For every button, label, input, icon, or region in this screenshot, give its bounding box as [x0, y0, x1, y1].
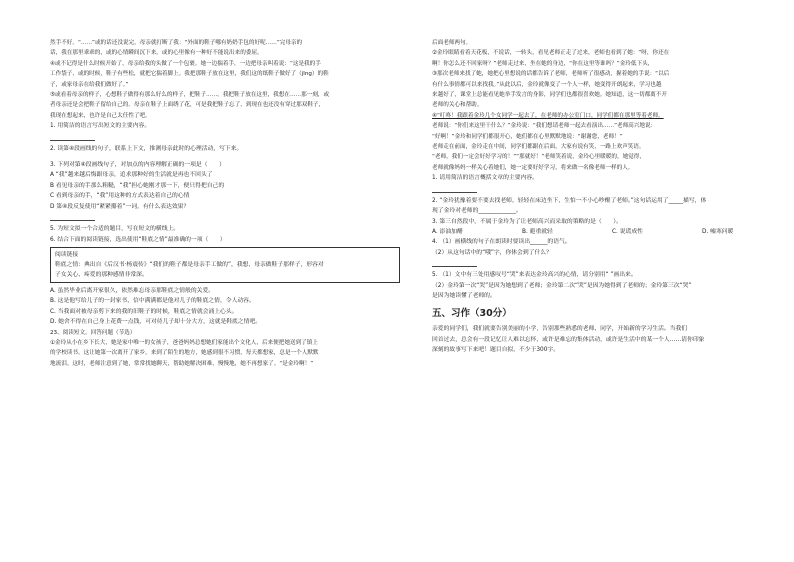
- right-column: [432, 38, 792, 356]
- passage-line: “好啊！”金玲和同学们都很开心，她们都在心里默默地说：“谢谢您，老师！”: [432, 133, 623, 140]
- passage-line: 啊！你怎么还不回家呀？”老师走过来，坐在她的身边，“你在这里等谁吗？”金玲低下头，: [432, 60, 654, 67]
- passage-line: ④或不记得是什么时候开始了，母亲给我的头做了一个包裹。她一边揣着手，一边把母亲叫着说：“这是我的手: [50, 60, 321, 67]
- passage-line: 者母亲还是会把鞋子留给自己的。母亲在鞋子上面绣了花，可是我把鞋子忘了，到现在也还没有穿过那双鞋子，: [50, 102, 325, 109]
- passage-line: ②金玲眼睛看着天花板，不说话，一转头，看见老师正走了过来，老师也看到了她：“呀，你还在: [432, 50, 670, 57]
- question-3-option[interactable]: A “我”越来越后悔跟母亲，追求那种好的生活就是再也不回头了: [50, 172, 213, 179]
- option-a[interactable]: A. 添油加醋: [432, 228, 463, 235]
- question-3-option[interactable]: B 看见母亲的手那么粗糙，“我”担心她刚才那一下，便只得把自己的: [50, 182, 225, 189]
- passage-line: ③那次老师来找了她，她把心里想说的话都告诉了老师，老师听了很感动，握着她的手说：“以后: [432, 71, 670, 78]
- passage-line-underlined: ④“叮咚！我跟着金玲几个女同学一起去了，在老师的办公室门口，同学们都在那里等着老师。: [432, 112, 664, 119]
- passage-line: ⑤或看着母亲的样子，心想鞋子做得有那么好么的样子，把鞋子……。我把鞋子放在这里，我想在……那一刻，或: [50, 92, 330, 99]
- passage-line: 老师就像妈妈一样关心着她们，她一定要好好学习，将来做一名像老师一样的人。: [432, 164, 634, 171]
- passage-line: 老师走在前面，金玲走在中间，同学们都跟在后面，大家有说有笑，一路上欢声笑语。: [432, 144, 645, 151]
- question-1: 1. 用简洁的语言写出短文的主要内容。: [50, 123, 151, 130]
- passage-line: 老师的关心和帮助。: [432, 102, 483, 109]
- question-4-part2: （2）从这句话中的“哦”字，你体会到了什么？: [432, 249, 552, 256]
- passage-line: 来越好了，课堂上总能看见她举手发言的身影，同学们也都很喜欢她。她知道，这一切都离不开: [432, 92, 667, 99]
- question-2-cont: 现了金玲对老师的_____________。: [432, 208, 522, 215]
- essay-prompt-line: 回首过去，总会有一段记忆让人难以忘怀，或许是难忘的集体活动，或许是生活中的某一个人……请你印象: [432, 336, 705, 343]
- question-1: 1. 请用简洁的语言概括文章的主要内容。: [432, 175, 538, 182]
- question-3: 3. 下列对第④段画线句子，对加点的内容理解正确的一项是（ ）: [50, 162, 225, 169]
- passage-line: 子，或家母亲在给我们做好了。”: [50, 81, 129, 88]
- option-c[interactable]: C. 说谎成性: [612, 228, 643, 235]
- passage-line: 工作袋子，或的时候，鞋子有些松，就把它揣着脚上。我把那鞋子放在这里，我们这的纸鞋子做好了（jīng）的鞋: [50, 71, 329, 78]
- passage-line: 然手不好。“……”或的话还没说完，母亲就打断了我：“外面的鞋子哪有奶奶手包的好呢……”完母亲的: [50, 40, 303, 46]
- passage-line: 地流泪。这时，老师注意到了她，常常找她聊天，帮助她解决困难，慢慢地，她不再想家了。“是金玲啊！”: [50, 360, 314, 367]
- question-5: 5. （1）文中有三处用感叹号“哭”来表达金玲高兴的心情，请分别用“ ”画出来。: [432, 272, 637, 279]
- passage-line: “老师，我们一定会好好学习的！”“那就好！”老师笑着说，金玲心里暖暖的，她觉得，: [432, 154, 645, 161]
- passage-line: 老师说：“你们来这里干什么？”金玲说：“我们想请老师一起去看演出……”老师高兴地说：: [432, 123, 657, 130]
- answer-line[interactable]: [432, 186, 477, 193]
- question-3: 3. 第三自然段中，不属于金玲为了让老师高兴而采取的策略的是（ ）。: [432, 218, 622, 225]
- question-6-option[interactable]: B. 这是他写给儿子的一封家书，信中满满都是他对儿子的鞋底之情，令人动容。: [50, 298, 255, 305]
- question-5-part2: （2）金玲第一次“哭”是因为她想到了老师；金玲第二次“哭”是因为她得到了老师的；金玲第三次“哭”: [432, 282, 692, 289]
- question-2: 2. 读第④段画线的句子，联系上下文，推测母亲此时的心理活动，写下来。: [50, 145, 243, 152]
- box-line: 鞋底之情：典出自《后汉书·杨震传》“我们的鞋子都是母亲手工做的”，我想，母亲做鞋子那样子，形容对: [55, 261, 324, 268]
- essay-prompt-line: 深刻的故事写下来吧！题目自拟，不少于300字。: [432, 347, 560, 354]
- option-b[interactable]: B. 避重就轻: [522, 228, 553, 235]
- passage-line: 的学校读书。这让她第一次离开了家乡，来到了陌生的地方，她感到很不习惯，每天都想家，总是一个人默默: [50, 350, 319, 357]
- passage-line: 我现在想起来，也许是自己太任性了吧。: [50, 112, 151, 119]
- answer-line[interactable]: [50, 134, 95, 141]
- reading-link-box: [50, 247, 400, 283]
- question-6-option[interactable]: D. 她舍不得在自己身上花费一点钱，可对待儿子却十分大方，这就是鞋底之情吧。: [50, 319, 262, 326]
- question-6: 6. 结合下面的阅读链接，选出使用“鞋底之情”最准确的一项（ ）: [50, 236, 226, 243]
- question-6-option[interactable]: C. 当我面对被母亲剪下来的我的旧鞋子的时候，鞋底之情就会涌上心头。: [50, 308, 238, 315]
- option-d[interactable]: D. 嘘寒问暖: [702, 228, 734, 235]
- passage-line: ①金玲从小在乡下长大，她是家中唯一的女孩子，爸爸妈妈总想她们家能出个文化人，后来便把她送到了镇上: [50, 339, 318, 346]
- question-6-option[interactable]: A. 虽然毕业后离开家很久，依然难忘母亲那鞋底之情般的关爱。: [50, 287, 215, 294]
- question-3-option[interactable]: D 第④段反复使用“紧紧攥着”一词，有什么表达效果？: [50, 203, 190, 210]
- box-title: 阅读链接: [55, 251, 79, 258]
- left-column: [50, 38, 410, 369]
- passage-2-title: 23、阅读短文，回答问题（节选）: [50, 329, 136, 336]
- answer-line[interactable]: [50, 214, 95, 221]
- question-2: 2. “金玲犹豫着要不要去找老师，轻轻在床边坐下，生怕一不小心吵醒了老师。”这句话运用了_____描写，体: [432, 197, 707, 204]
- essay-prompt-line: 亲爱的同学们，我们就要告别美丽的小学，告别那些熟悉的老师、同学，开始新的学习生活。当我们: [432, 326, 688, 333]
- passage-line: 话，我在那里乖乖的，或的心情瞬间沉下来。或的心里像有一种好不能说出来的委屈。: [50, 50, 263, 57]
- question-5: 5. 为短文拟一个合适的题目，写在短文的横线上。: [50, 226, 180, 233]
- question-3-options: [432, 227, 792, 237]
- question-3-option[interactable]: C 看到母亲的手，“我”用这种的方式表达着自己的心情: [50, 193, 190, 200]
- question-4: 4. （1）画横线的句子在朗读时要读出______的语气。: [432, 239, 571, 246]
- answer-line[interactable]: [432, 260, 477, 267]
- question-5-part3: 是因为她读懂了老师的。: [432, 292, 496, 299]
- section-heading: 五、习作（30分）: [432, 308, 512, 320]
- passage-line: 有什么事情都可以来找我。”从此以后，金玲就像变了一个人一样，她变得开朗起来，学习也越: [432, 81, 662, 88]
- passage-line: 后面老师两句。: [432, 40, 472, 46]
- box-line: 子女关心、疼爱的那种感情非常深。: [55, 271, 148, 278]
